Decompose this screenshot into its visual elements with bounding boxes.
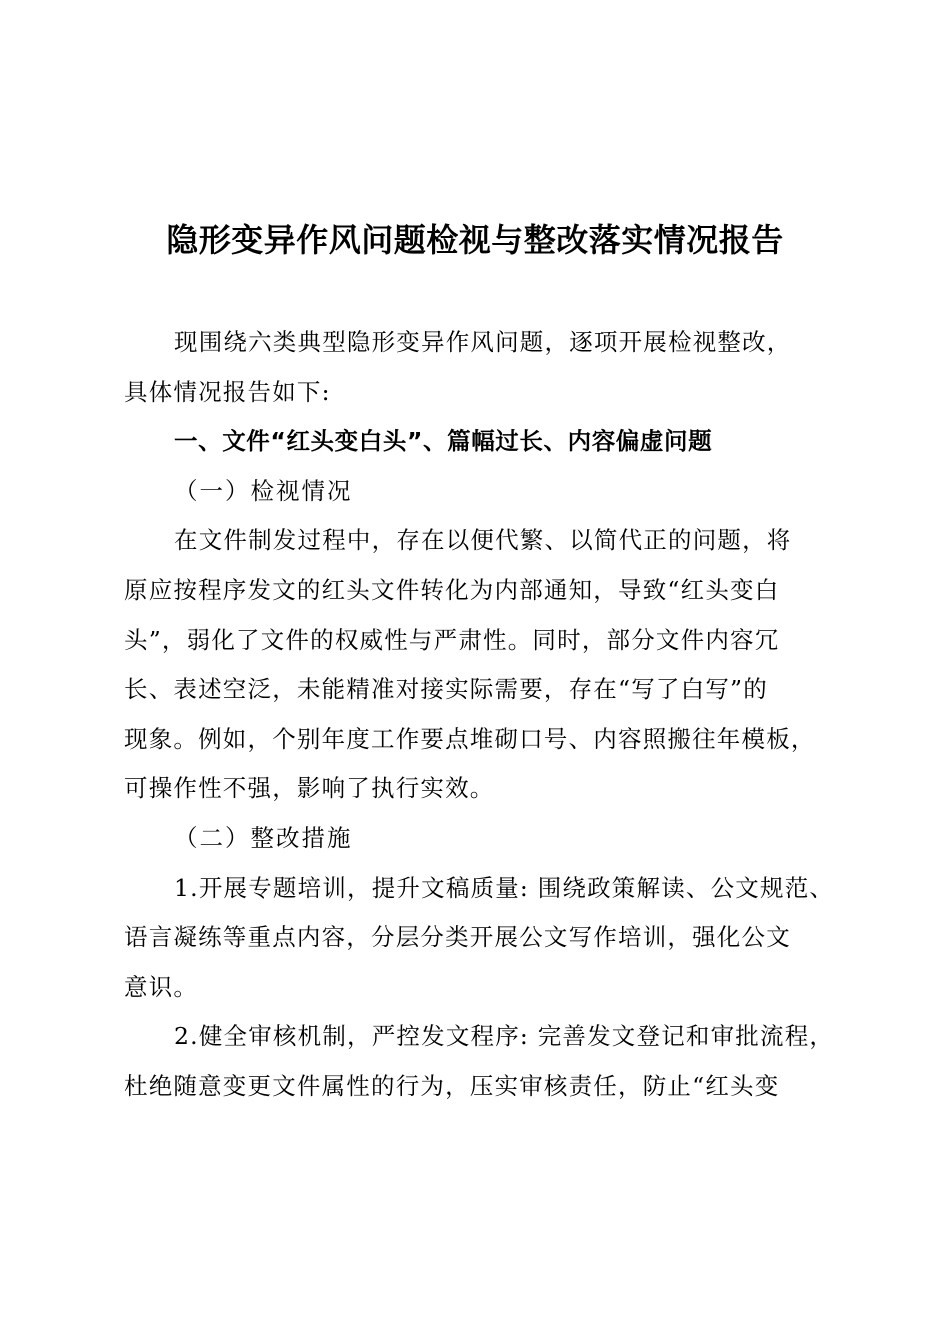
subsection-heading: （一）检视情况 <box>174 476 353 505</box>
measure-item-line: 1.开展专题培训，提升文稿质量: 围绕政策解读、公文规范、 <box>174 873 835 902</box>
intro-line: 具体情况报告如下: <box>124 377 331 406</box>
section-heading: 一、文件“红头变白头”、篇幅过长、内容偏虚问题 <box>174 427 713 456</box>
subsection-heading: （二）整改措施 <box>174 823 353 852</box>
paragraph-line: 头”，弱化了文件的权威性与严肃性。同时，部分文件内容冗 <box>124 625 780 654</box>
intro-line: 现围绕六类典型隐形变异作风问题，逐项开展检视整改， <box>174 328 792 356</box>
paragraph-line: 长、表述空泛，未能精准对接实际需要，存在“写了白写”的 <box>124 675 768 704</box>
paragraph-line: 原应按程序发文的红头文件转化为内部通知，导致“红头变白 <box>124 575 780 604</box>
paragraph-line: 可操作性不强，影响了执行实效。 <box>124 774 495 803</box>
measure-item-line: 意识。 <box>124 972 199 1001</box>
measure-item-line: 杜绝随意变更文件属性的行为，压实审核责任，防止“红头变 <box>124 1071 780 1100</box>
measure-item-line: 2.健全审核机制，严控发文程序: 完善发文登记和审批流程， <box>174 1022 835 1051</box>
measure-item-line: 语言凝练等重点内容，分层分类开展公文写作培训，强化公文 <box>124 923 791 952</box>
paragraph-line: 在文件制发过程中，存在以便代繁、以简代正的问题，将 <box>174 526 792 555</box>
paragraph-line: 现象。例如，个别年度工作要点堆砌口号、内容照搬往年模板， <box>124 724 816 753</box>
document-body <box>124 318 835 1112</box>
document-title: 隐形变异作风问题检视与整改落实情况报告 <box>166 221 784 259</box>
